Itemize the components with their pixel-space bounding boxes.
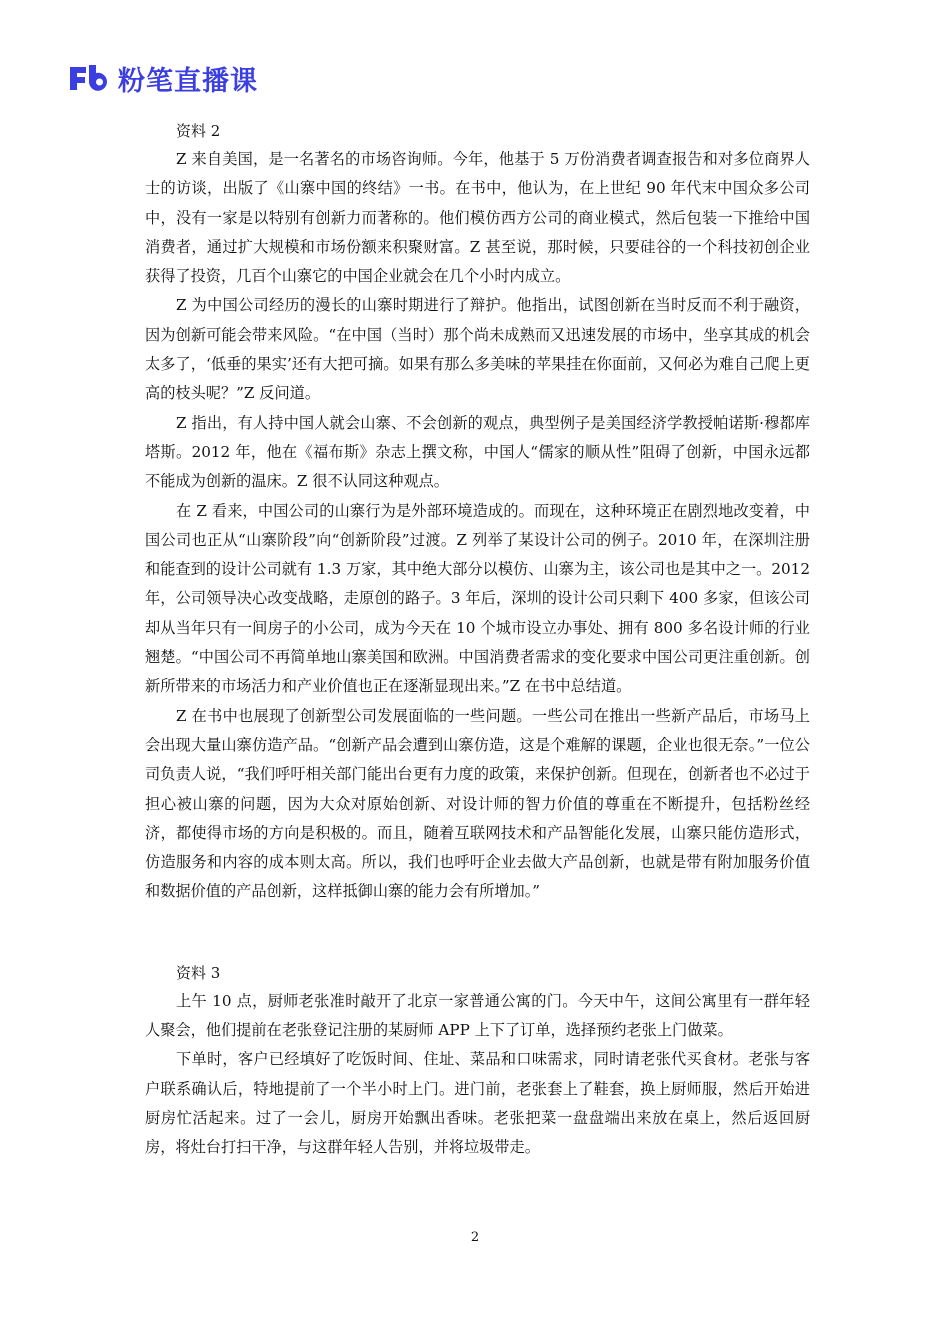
- section-title: 资料 3: [176, 963, 221, 982]
- paragraph: Z 来自美国，是一名著名的市场咨询师。今年，他基于 5 万份消费者调查报告和对多位商界人士的访谈，出版了《山寨中国的终结》一书。在书中，他认为，在上世纪 90 年代末中国众多公司中，没有一家是以特别有创新力而著称的。他们模仿西方公司的商业模式，然后包装一下推给中国消费者，通过扩大规模和市场份额来积聚财富。Z 甚至说，那时候，只要硅谷的一个科技初创企业获得了投资，几百个山寨它的中国企业就会在几个小时内成立。: [145, 150, 810, 286]
- paragraph: Z 为中国公司经历的漫长的山寨时期进行了辩护。他指出，试图创新在当时反而不利于融资，因为创新可能会带来风险。“在中国（当时）那个尚未成熟而又迅速发展的市场中，坐享其成的机会太多了，‘低垂的果实’还有大把可摘。如果有那么多美味的苹果挂在你面前，又何必为难自己爬上更高的枝头呢？”Z 反问道。: [145, 296, 810, 403]
- paragraph: 在 Z 看来，中国公司的山寨行为是外部环境造成的。而现在，这种环境正在剧烈地改变着，中国公司也正从“山寨阶段”向“创新阶段”过渡。Z 列举了某设计公司的例子。2010 年，在深圳注册和能查到的设计公司就有 1.3 万家，其中绝大部分以模仿、山寨为主，该公司也是其中之一。2012 年，公司领导决心改变战略，走原创的路子。3 年后，深圳的设计公司只剩下 400 多家，但该公司却从当年只有一间房子的小公司，成为今天在 10 个城市设立办事处、拥有 800 多名设计师的行业翘楚。“中国公司不再简单地山寨美国和欧洲。中国消费者需求的变化要求中国公司更注重创新。创新所带来的市场活力和产业价值也正在逐渐显现出来。”Z 在书中总结道。: [145, 501, 810, 696]
- paragraph: 下单时，客户已经填好了吃饭时间、住址、菜品和口味需求，同时请老张代买食材。老张与客户联系确认后，特地提前了一个半小时上门。进门前，老张套上了鞋套，换上厨师服，然后开始进厨房忙活起来。过了一会儿，厨房开始飘出香味。老张把菜一盘盘端出来放在桌上，然后返回厨房，将灶台打扫干净，与这群年轻人告别，并将垃圾带走。: [145, 1050, 810, 1157]
- logo-text: 粉笔直播课: [118, 65, 258, 97]
- section-material-3: [145, 959, 810, 1163]
- fb-logo-icon: [68, 64, 112, 92]
- document-body: [145, 117, 810, 1163]
- page-number: 2: [470, 1230, 480, 1245]
- paragraph: 上午 10 点，厨师老张准时敲开了北京一家普通公寓的门。今天中午，这间公寓里有一群年轻人聚会，他们提前在老张登记注册的某厨师 APP 上下了订单，选择预约老张上门做菜。: [145, 991, 810, 1040]
- paragraph: Z 在书中也展现了创新型公司发展面临的一些问题。一些公司在推出一些新产品后，市场马上会出现大量山寨仿造产品。“创新产品会遭到山寨仿造，这是个难解的课题，企业也很无奈。”一位公司负责人说，“我们呼吁相关部门能出台更有力度的政策，来保护创新。但现在，创新者也不必过于担心被山寨的问题，因为大众对原始创新、对设计师的智力价值的尊重在不断提升，包括粉丝经济，都使得市场的方向是积极的。而且，随着互联网技术和产品智能化发展，山寨只能仿造形式，仿造服务和内容的成本则太高。所以，我们也呼吁企业去做大产品创新，也就是带有附加服务价值和数据价值的产品创新，这样抵御山寨的能力会有所增加。”: [145, 706, 810, 901]
- section-title: 资料 2: [176, 122, 221, 140]
- header-logo: [68, 60, 258, 96]
- section-material-2: [145, 117, 810, 907]
- paragraph: Z 指出，有人持中国人就会山寨、不会创新的观点，典型例子是美国经济学教授帕诺斯·穆都库塔斯。2012 年，他在《福布斯》杂志上撰文称，中国人“儒家的顺从性”阻碍了创新，中国永远都不能成为创新的温床。Z 很不认同这种观点。: [145, 413, 810, 491]
